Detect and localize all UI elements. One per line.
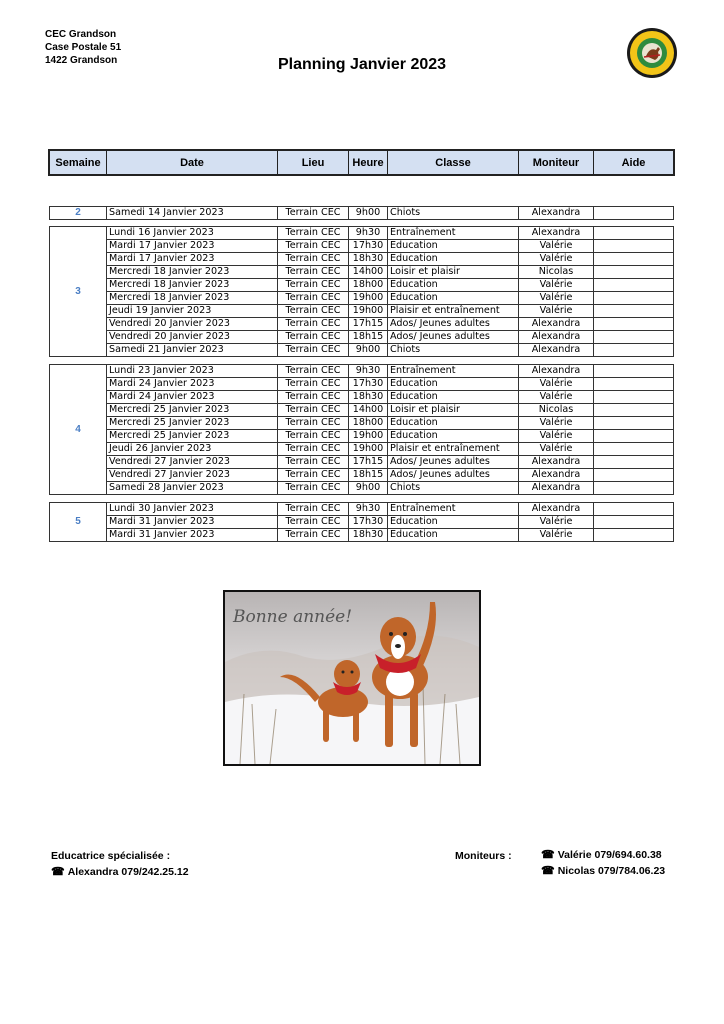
date-cell: Vendredi 20 Janvier 2023 xyxy=(107,318,278,331)
aide-cell xyxy=(594,292,674,305)
aide-cell xyxy=(594,331,674,344)
moniteur-cell: Alexandra xyxy=(519,503,594,516)
dogs-photo xyxy=(223,590,481,766)
heure-cell: 19h00 xyxy=(349,443,388,456)
address-line: 1422 Grandson xyxy=(45,55,118,66)
table-row xyxy=(50,292,674,305)
table-row xyxy=(50,404,674,417)
aide-cell xyxy=(594,404,674,417)
aide-cell xyxy=(594,417,674,430)
lieu-cell: Terrain CEC xyxy=(278,266,349,279)
heure-cell: 9h00 xyxy=(349,482,388,495)
classe-cell: Entraînement xyxy=(388,503,519,516)
week-group xyxy=(49,502,674,542)
heure-cell: 9h30 xyxy=(349,365,388,378)
lieu-cell: Terrain CEC xyxy=(278,529,349,542)
moniteur-cell: Alexandra xyxy=(519,318,594,331)
lieu-cell: Terrain CEC xyxy=(278,391,349,404)
week-group xyxy=(49,206,674,220)
telephone-icon: ☎ xyxy=(541,849,555,861)
lieu-cell: Terrain CEC xyxy=(278,240,349,253)
moniteur-cell: Alexandra xyxy=(519,207,594,220)
moniteur-cell: Valérie xyxy=(519,443,594,456)
aide-cell xyxy=(594,482,674,495)
lieu-cell: Terrain CEC xyxy=(278,279,349,292)
classe-cell: Plaisir et entraînement xyxy=(388,443,519,456)
classe-cell: Education xyxy=(388,378,519,391)
classe-cell: Education xyxy=(388,253,519,266)
column-header-moniteur: Moniteur xyxy=(519,151,594,175)
heure-cell: 17h30 xyxy=(349,516,388,529)
table-header xyxy=(49,150,674,175)
aide-cell xyxy=(594,305,674,318)
lieu-cell: Terrain CEC xyxy=(278,378,349,391)
moniteur-contact xyxy=(541,864,665,877)
moniteur-cell: Valérie xyxy=(519,240,594,253)
heure-cell: 9h30 xyxy=(349,503,388,516)
heure-cell: 14h00 xyxy=(349,404,388,417)
date-cell: Mardi 24 Janvier 2023 xyxy=(107,391,278,404)
moniteur-cell: Nicolas xyxy=(519,404,594,417)
lieu-cell: Terrain CEC xyxy=(278,331,349,344)
table-row xyxy=(50,391,674,404)
heure-cell: 17h30 xyxy=(349,378,388,391)
address-line: CEC Grandson xyxy=(45,29,117,40)
moniteur-cell: Alexandra xyxy=(519,456,594,469)
lieu-cell: Terrain CEC xyxy=(278,207,349,220)
column-header-semaine: Semaine xyxy=(50,151,107,175)
week-group xyxy=(49,364,674,495)
date-cell: Jeudi 19 Janvier 2023 xyxy=(107,305,278,318)
heure-cell: 18h00 xyxy=(349,279,388,292)
lieu-cell: Terrain CEC xyxy=(278,469,349,482)
moniteur-cell: Valérie xyxy=(519,417,594,430)
lieu-cell: Terrain CEC xyxy=(278,503,349,516)
classe-cell: Ados/ Jeunes adultes xyxy=(388,331,519,344)
date-cell: Samedi 28 Janvier 2023 xyxy=(107,482,278,495)
classe-cell: Ados/ Jeunes adultes xyxy=(388,469,519,482)
date-cell: Mercredi 18 Janvier 2023 xyxy=(107,266,278,279)
aide-cell xyxy=(594,266,674,279)
date-cell: Mercredi 18 Janvier 2023 xyxy=(107,279,278,292)
date-cell: Vendredi 27 Janvier 2023 xyxy=(107,456,278,469)
date-cell: Vendredi 20 Janvier 2023 xyxy=(107,331,278,344)
classe-cell: Entraînement xyxy=(388,365,519,378)
table-row xyxy=(50,253,674,266)
moniteur-cell: Alexandra xyxy=(519,344,594,357)
heure-cell: 9h00 xyxy=(349,207,388,220)
moniteur-cell: Valérie xyxy=(519,305,594,318)
date-cell: Vendredi 27 Janvier 2023 xyxy=(107,469,278,482)
table-row xyxy=(50,344,674,357)
classe-cell: Entraînement xyxy=(388,227,519,240)
moniteur-cell: Valérie xyxy=(519,378,594,391)
moniteur-cell: Alexandra xyxy=(519,482,594,495)
classe-cell: Chiots xyxy=(388,482,519,495)
moniteur-cell: Nicolas xyxy=(519,266,594,279)
moniteur-cell: Valérie xyxy=(519,391,594,404)
date-cell: Mercredi 25 Janvier 2023 xyxy=(107,417,278,430)
classe-cell: Loisir et plaisir xyxy=(388,404,519,417)
date-cell: Mercredi 25 Janvier 2023 xyxy=(107,404,278,417)
week-number: 3 xyxy=(50,227,107,357)
moniteur-cell: Alexandra xyxy=(519,227,594,240)
moniteur-cell: Alexandra xyxy=(519,331,594,344)
address-line: Case Postale 51 xyxy=(45,42,122,53)
date-cell: Mardi 17 Janvier 2023 xyxy=(107,253,278,266)
table-row xyxy=(50,318,674,331)
educatrice-phone: Alexandra 079/242.25.12 xyxy=(67,866,189,878)
heure-cell: 18h00 xyxy=(349,417,388,430)
lieu-cell: Terrain CEC xyxy=(278,482,349,495)
table-row xyxy=(50,266,674,279)
moniteur-cell: Valérie xyxy=(519,279,594,292)
classe-cell: Education xyxy=(388,430,519,443)
heure-cell: 19h00 xyxy=(349,305,388,318)
lieu-cell: Terrain CEC xyxy=(278,227,349,240)
classe-cell: Education xyxy=(388,240,519,253)
photo-caption: Bonne année! xyxy=(233,607,353,627)
moniteur-cell: Alexandra xyxy=(519,365,594,378)
aide-cell xyxy=(594,365,674,378)
date-cell: Mardi 31 Janvier 2023 xyxy=(107,529,278,542)
heure-cell: 18h15 xyxy=(349,469,388,482)
table-row xyxy=(50,417,674,430)
column-header-aide: Aide xyxy=(594,151,674,175)
educatrice-label: Educatrice spécialisée : xyxy=(51,850,171,862)
table-row xyxy=(50,516,674,529)
moniteur-phone: Valérie 079/694.60.38 xyxy=(557,849,662,861)
table-row xyxy=(50,331,674,344)
classe-cell: Education xyxy=(388,279,519,292)
table-row xyxy=(50,279,674,292)
table-row xyxy=(50,482,674,495)
aide-cell xyxy=(594,253,674,266)
heure-cell: 19h00 xyxy=(349,292,388,305)
educatrice-contact xyxy=(51,865,189,878)
date-cell: Mercredi 25 Janvier 2023 xyxy=(107,430,278,443)
date-cell: Samedi 21 Janvier 2023 xyxy=(107,344,278,357)
heure-cell: 18h30 xyxy=(349,253,388,266)
aide-cell xyxy=(594,456,674,469)
table-row xyxy=(50,529,674,542)
aide-cell xyxy=(594,529,674,542)
heure-cell: 9h00 xyxy=(349,344,388,357)
moniteur-cell: Valérie xyxy=(519,253,594,266)
heure-cell: 18h30 xyxy=(349,529,388,542)
lieu-cell: Terrain CEC xyxy=(278,443,349,456)
lieu-cell: Terrain CEC xyxy=(278,456,349,469)
date-cell: Mercredi 18 Janvier 2023 xyxy=(107,292,278,305)
classe-cell: Education xyxy=(388,292,519,305)
table-row xyxy=(50,365,674,378)
heure-cell: 17h30 xyxy=(349,240,388,253)
table-row xyxy=(50,469,674,482)
aide-cell xyxy=(594,503,674,516)
classe-cell: Education xyxy=(388,516,519,529)
moniteur-cell: Valérie xyxy=(519,529,594,542)
date-cell: Mardi 31 Janvier 2023 xyxy=(107,516,278,529)
classe-cell: Plaisir et entraînement xyxy=(388,305,519,318)
table-row xyxy=(50,240,674,253)
classe-cell: Education xyxy=(388,417,519,430)
classe-cell: Loisir et plaisir xyxy=(388,266,519,279)
classe-cell: Chiots xyxy=(388,207,519,220)
lieu-cell: Terrain CEC xyxy=(278,305,349,318)
heure-cell: 18h15 xyxy=(349,331,388,344)
lieu-cell: Terrain CEC xyxy=(278,516,349,529)
aide-cell xyxy=(594,344,674,357)
aide-cell xyxy=(594,378,674,391)
classe-cell: Education xyxy=(388,391,519,404)
column-header-classe: Classe xyxy=(388,151,519,175)
moniteur-cell: Valérie xyxy=(519,292,594,305)
date-cell: Mardi 17 Janvier 2023 xyxy=(107,240,278,253)
moniteur-contact xyxy=(541,848,662,861)
aide-cell xyxy=(594,430,674,443)
aide-cell xyxy=(594,279,674,292)
heure-cell: 17h15 xyxy=(349,318,388,331)
dogs-in-snow-image xyxy=(225,592,479,764)
club-logo-icon xyxy=(626,27,678,79)
lieu-cell: Terrain CEC xyxy=(278,318,349,331)
heure-cell: 19h00 xyxy=(349,430,388,443)
column-header-date: Date xyxy=(107,151,278,175)
table-row xyxy=(50,207,674,220)
week-number: 5 xyxy=(50,503,107,542)
moniteur-cell: Valérie xyxy=(519,516,594,529)
column-header-heure: Heure xyxy=(349,151,388,175)
date-cell: Lundi 16 Janvier 2023 xyxy=(107,227,278,240)
moniteurs-label: Moniteurs : xyxy=(455,850,512,862)
moniteur-cell: Valérie xyxy=(519,430,594,443)
lieu-cell: Terrain CEC xyxy=(278,404,349,417)
table-row xyxy=(50,456,674,469)
aide-cell xyxy=(594,240,674,253)
aide-cell xyxy=(594,391,674,404)
lieu-cell: Terrain CEC xyxy=(278,292,349,305)
week-number: 2 xyxy=(50,207,107,220)
classe-cell: Education xyxy=(388,529,519,542)
table-row xyxy=(50,227,674,240)
week-number: 4 xyxy=(50,365,107,495)
table-row xyxy=(50,378,674,391)
heure-cell: 9h30 xyxy=(349,227,388,240)
heure-cell: 18h30 xyxy=(349,391,388,404)
date-cell: Mardi 24 Janvier 2023 xyxy=(107,378,278,391)
table-row xyxy=(50,503,674,516)
lieu-cell: Terrain CEC xyxy=(278,365,349,378)
moniteur-cell: Alexandra xyxy=(519,469,594,482)
moniteur-phone: Nicolas 079/784.06.23 xyxy=(557,865,666,877)
classe-cell: Ados/ Jeunes adultes xyxy=(388,318,519,331)
date-cell: Lundi 30 Janvier 2023 xyxy=(107,503,278,516)
heure-cell: 14h00 xyxy=(349,266,388,279)
aide-cell xyxy=(594,318,674,331)
telephone-icon: ☎ xyxy=(51,866,65,878)
aide-cell xyxy=(594,207,674,220)
classe-cell: Ados/ Jeunes adultes xyxy=(388,456,519,469)
lieu-cell: Terrain CEC xyxy=(278,430,349,443)
telephone-icon: ☎ xyxy=(541,865,555,877)
lieu-cell: Terrain CEC xyxy=(278,344,349,357)
date-cell: Samedi 14 Janvier 2023 xyxy=(107,207,278,220)
aide-cell xyxy=(594,227,674,240)
table-row xyxy=(50,305,674,318)
lieu-cell: Terrain CEC xyxy=(278,253,349,266)
classe-cell: Chiots xyxy=(388,344,519,357)
column-header-lieu: Lieu xyxy=(278,151,349,175)
table-row xyxy=(50,443,674,456)
date-cell: Jeudi 26 Janvier 2023 xyxy=(107,443,278,456)
table-row xyxy=(50,430,674,443)
aide-cell xyxy=(594,443,674,456)
page-title: Planning Janvier 2023 xyxy=(277,56,447,73)
lieu-cell: Terrain CEC xyxy=(278,417,349,430)
aide-cell xyxy=(594,516,674,529)
week-group xyxy=(49,226,674,357)
date-cell: Lundi 23 Janvier 2023 xyxy=(107,365,278,378)
heure-cell: 17h15 xyxy=(349,456,388,469)
aide-cell xyxy=(594,469,674,482)
